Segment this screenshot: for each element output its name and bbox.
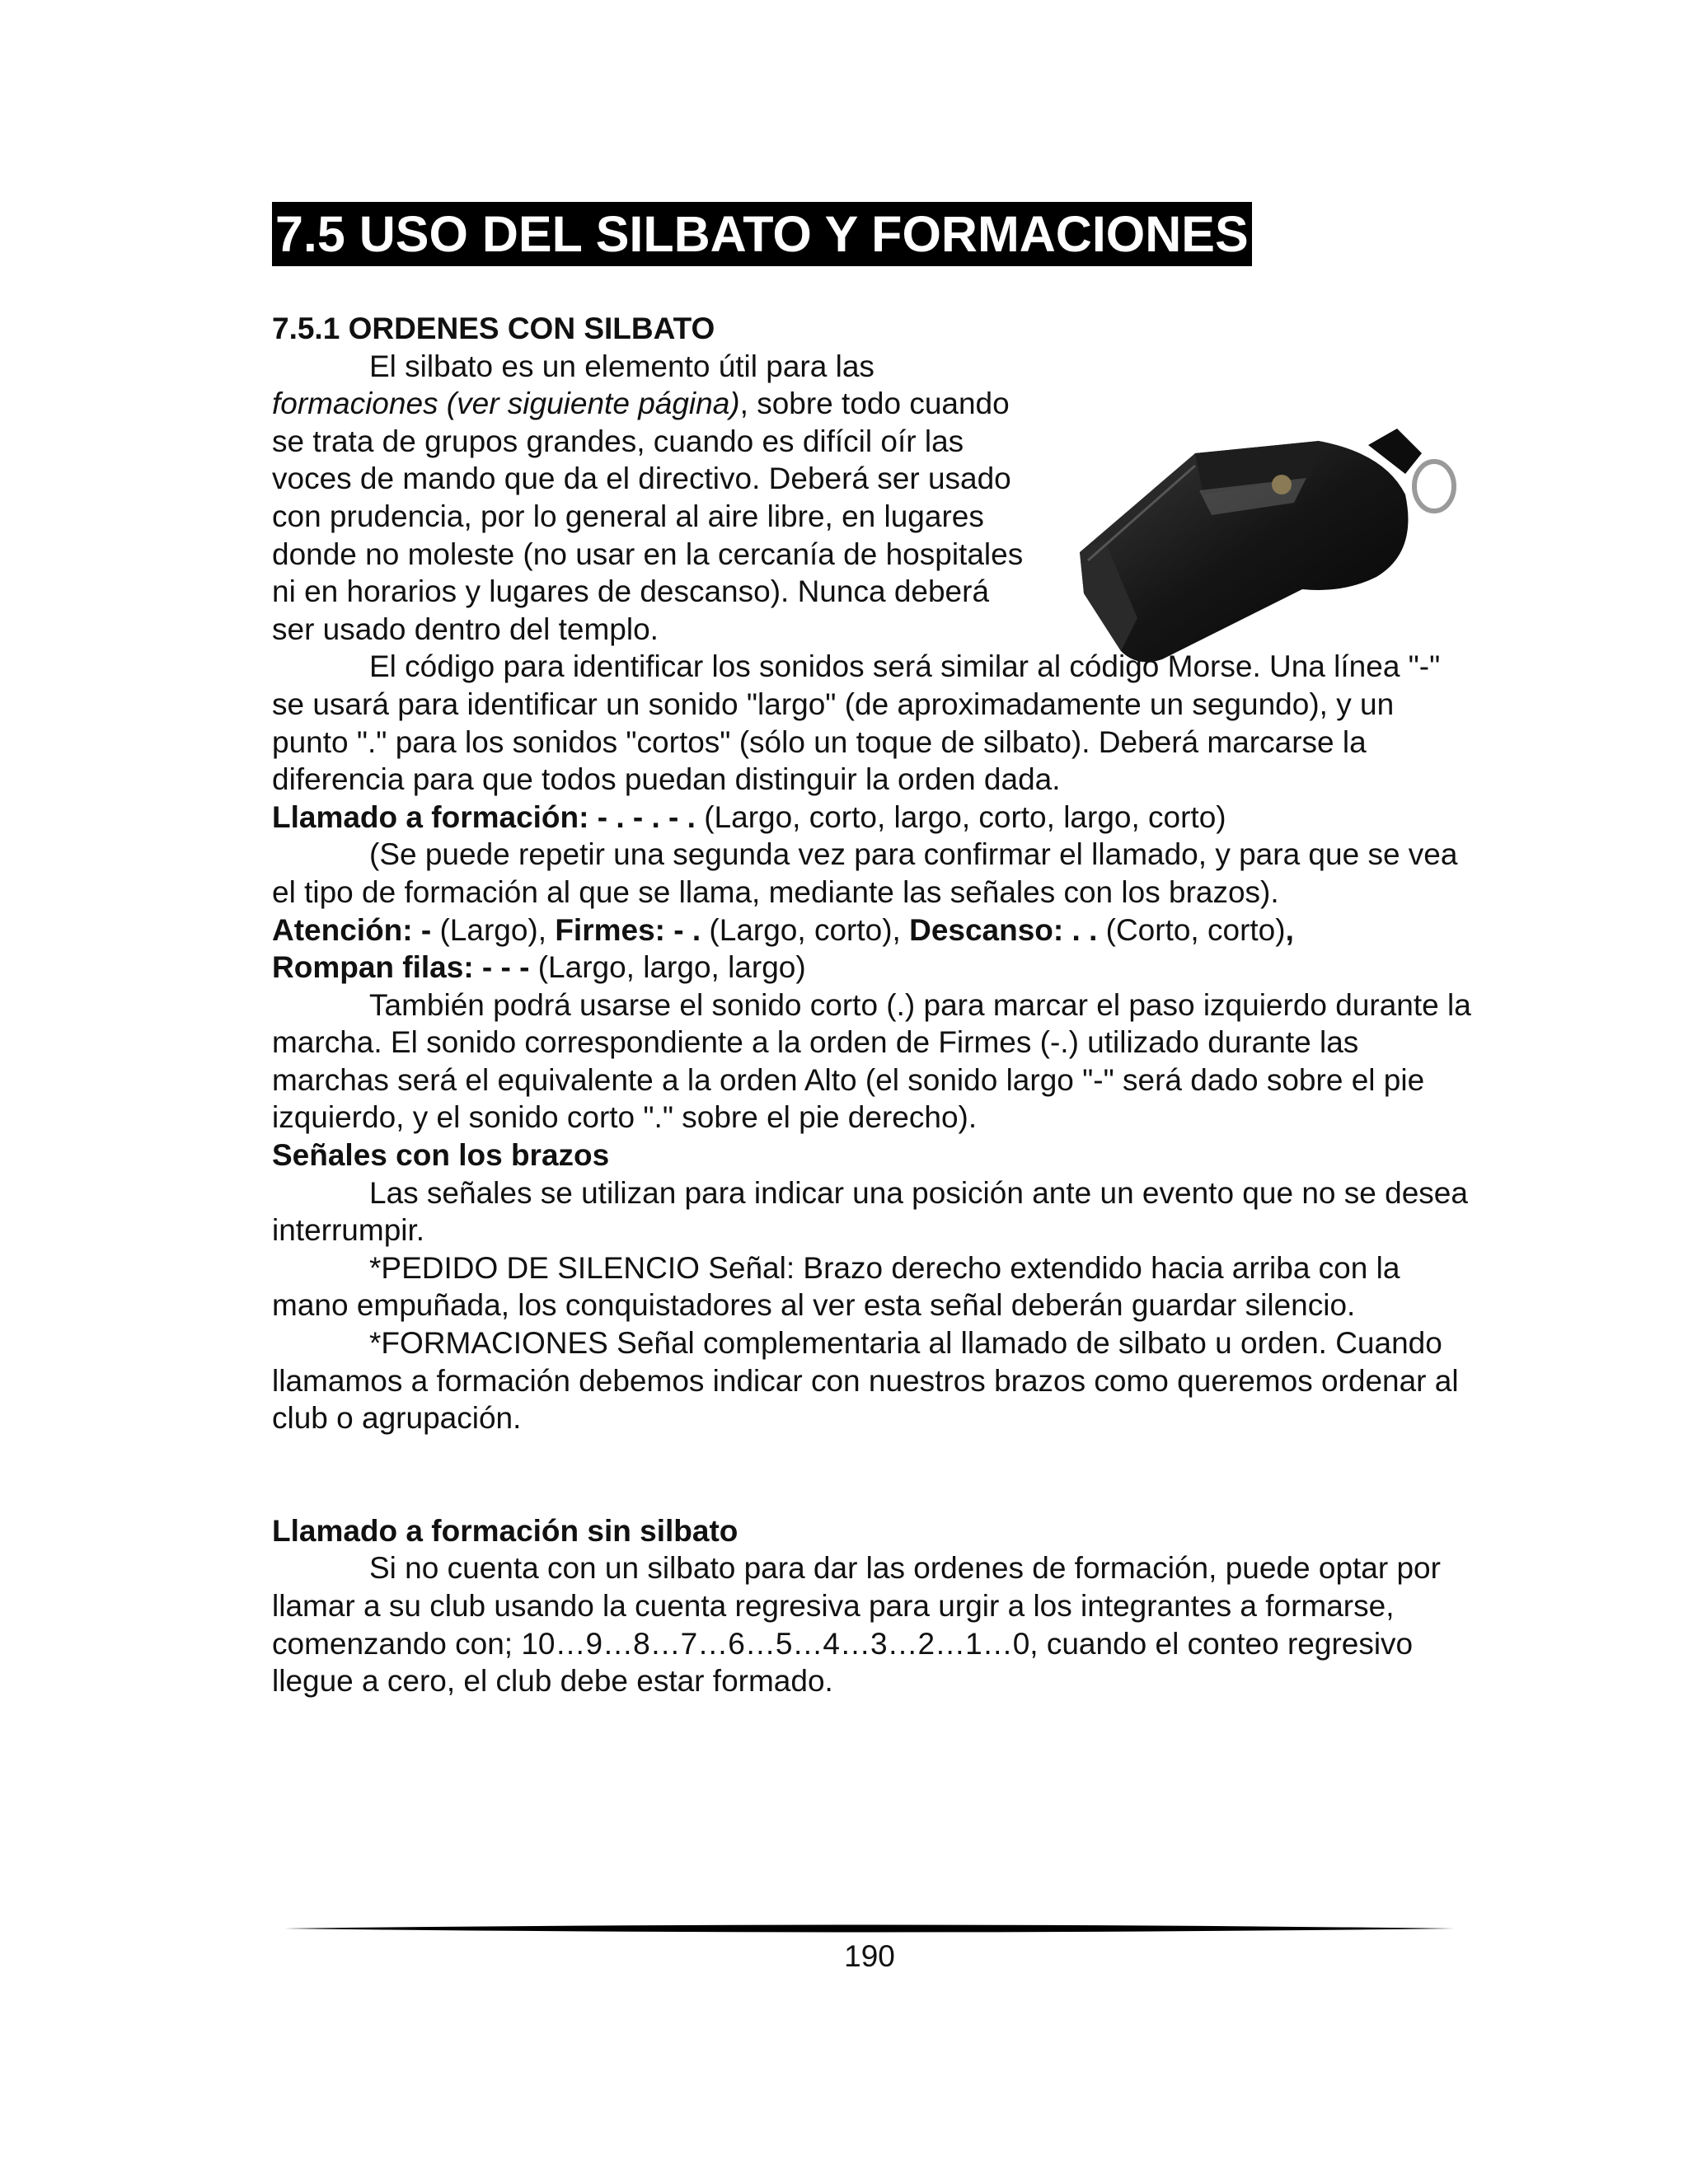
bold-label: Atención: - [272,912,432,947]
text: (Largo), [431,912,556,947]
text: (Largo, corto, largo, corto, largo, corto) [695,799,1226,834]
footer-divider [284,1920,1455,1937]
paragraph: *FORMACIONES Señal complementaria al llamado de silbato u orden. Cuando llamamos a formación debemos indicar con nuestros brazos como queremos ordenar al club o agrupación. [272,1326,1459,1436]
section-heading: 7.5.1 ORDENES CON SILBATO [272,312,715,345]
page-content [272,310,1475,1700]
page-title: 7.5 USO DEL SILBATO Y FORMACIONES [272,202,1252,266]
paragraph: *PEDIDO DE SILENCIO Señal: Brazo derecho extendido hacia arriba con la mano empuñada, los conquistadores al ver esta señal deberán guardar silencio. [272,1250,1400,1323]
text: El silbato es un elemento útil para las [369,349,874,383]
paragraph [272,912,1475,987]
text: (Largo, corto), [701,912,910,947]
bold-label: Firmes: - . [555,912,701,947]
section-heading: Llamado a formación sin silbato [272,1513,738,1548]
spacer [272,1437,1475,1512]
bold-label: Descanso: . . [909,912,1098,947]
intro-block [272,348,1039,649]
paragraph: (Se puede repetir una segunda vez para confirmar el llamado, y para que se vea el tipo de formación al que se llama, mediante las señales con los brazos). [272,837,1458,909]
italic-text: formaciones (ver siguiente página) [272,387,740,421]
bold-label: Llamado a formación: - . - . - . [272,799,696,834]
paragraph: Si no cuenta con un silbato para dar las ordenes de formación, puede optar por llamar a su club usando la cuenta regresiva para urgir a los integrantes a formarse, comenzando con; 10…9…8…7…6…5…4…3…2…1…0, cuando el conteo regresivo llegue a cero, el club debe estar formado. [272,1551,1441,1699]
page-number: 190 [844,1939,895,1973]
bold-label: Rompan filas: - - - [272,950,530,985]
paragraph [272,348,1039,649]
section-heading: Señales con los brazos [272,1138,610,1173]
paragraph [272,799,1475,837]
bold-comma: , [1285,912,1294,947]
paragraph: Las señales se utilizan para indicar una posición ante un evento que no se desea interrumpir. [272,1175,1468,1248]
text: (Largo, largo, largo) [529,950,806,985]
text: (Corto, corto) [1097,912,1286,947]
paragraph: El código para identificar los sonidos será similar al código Morse. Una línea "-" se usará para identificar un sonido "largo" (de aproximadamente un segundo), y un punto "." para los sonidos "cortos" (sólo un toque de silbato). Deberá marcarse la diferencia para que todos puedan distinguir la orden dada. [272,649,1441,797]
paragraph: También podrá usarse el sonido corto (.) para marcar el paso izquierdo durante la marcha. El sonido correspondiente a la orden de Firmes (-.) utilizado durante las marchas será el equivalente a la orden Alto (el sonido largo "-" será dado sobre el pie izquierdo, y el sonido corto "." sobre el pie derecho). [272,987,1471,1135]
text: , sobre todo cuando se trata de grupos grandes, cuando es difícil oír las voces de mando que da el directivo. Deberá ser usado con prudencia, por lo general al aire libre, en lugares donde no moleste (no usar en la cercanía de hospitales ni en horarios y lugares de descanso). Nunca deberá ser usado dentro del templo. [272,387,1024,646]
